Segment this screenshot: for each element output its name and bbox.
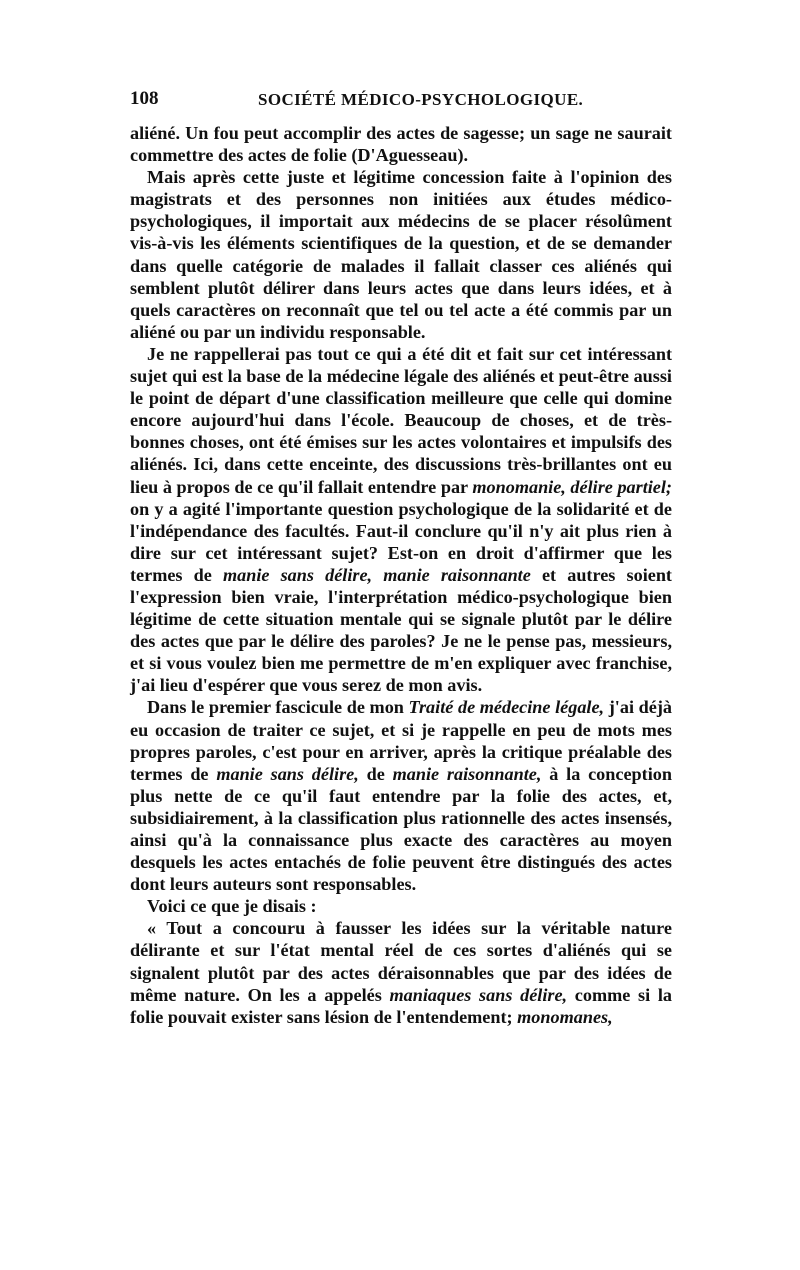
text-run: Mais après cette juste et légitime concession faite à l'opinion des magistrats et des personnes non initiées aux études médico-psychologiques, il importait aux médecins de se placer résolûment vis-à-vis les éléments scientifiques de la question, et de se demander dans quelle catégorie de malades il fallait classer ces aliénés qui semblent plutôt délirer dans leurs actes que dans leurs idées, et à quels caractères on reconnaît que tel ou tel acte a été commis par un aliéné ou par un individu responsable. [130, 167, 672, 342]
italic-term: monomanes, [517, 1006, 613, 1027]
italic-term: manie sans délire, [216, 763, 359, 784]
text-run: de [358, 763, 393, 784]
paragraph [130, 917, 672, 1027]
text-run: à la conception plus nette de ce qu'il faut entendre par la folie des actes, et, subsidiairement, à la classification plus rationnelle des actes insensés, ainsi qu'à la connaissance plus exacte des caractères au moyen desquels les actes entachés de folie peuvent être distingués des actes dont leurs auteurs sont responsables. [130, 763, 672, 895]
italic-title: Traité de médecine légale, [408, 697, 605, 718]
running-head: SOCIÉTÉ MÉDICO-PSYCHOLOGIQUE. [258, 90, 584, 109]
text-run: j'ai déjà eu occasion de traiter ce sujet, et si je rappelle en peu de mots mes propres paroles, c'est pour en arriver, après la critique préalable des termes de [130, 697, 672, 784]
text-run: Dans le premier fascicule de mon [147, 697, 409, 718]
text-run: comme si la folie pouvait exister sans lésion de l'entendement; [130, 984, 672, 1027]
paragraph [130, 166, 672, 343]
italic-term: manie raisonnante, [392, 763, 542, 784]
paragraph [130, 696, 672, 895]
text-run: « Tout a concouru à fausser les idées sur la véritable nature délirante et sur l'état mental réel de ces sortes d'aliénés qui se signalent plutôt par des actes déraisonnables que par des idées de même nature. On les a appelés [130, 918, 672, 1005]
italic-term: maniaques sans délire, [389, 984, 568, 1005]
body-text [130, 122, 672, 1028]
text-run: on y a agité l'importante question psychologique de la solidarité et de l'indépendance des facultés. Faut-il conclure qu'il n'y ait plus rien à dire sur cet intéressant sujet? Est-on en droit d'affirmer que les termes de [130, 498, 672, 585]
italic-term: manie sans délire, manie raisonnante [222, 564, 531, 585]
paragraph [130, 122, 672, 166]
text-run: Je ne rappellerai pas tout ce qui a été dit et fait sur cet intéressant sujet qui est la base de la médecine légale des aliénés et peut-être aussi le point de départ d'une classification meilleure que celle qui domine encore aujourd'hui dans l'école. Beaucoup de choses, et de très-bonnes choses, ont été émises sur les actes volontaires et impulsifs des aliénés. Ici, dans cette enceinte, des discussions très-brillantes ont eu lieu à propos de ce qu'il fallait entendre par [130, 343, 672, 497]
italic-term: monomanie, délire partiel; [472, 476, 672, 497]
text-run: Voici ce que je disais : [147, 896, 317, 917]
book-page [130, 88, 672, 1028]
page-header [130, 88, 672, 116]
text-run: aliéné. Un fou peut accomplir des actes de sagesse; un sage ne saurait commettre des actes de folie (D'Aguesseau). [130, 123, 672, 166]
paragraph [130, 343, 672, 697]
page-number: 108 [130, 88, 159, 109]
text-run: et autres soient l'expression bien vraie, l'interprétation médico-psychologique bien légitime de cette situation mentale qui se signale plutôt par le délire des actes que par le délire des paroles? Je ne le pense pas, messieurs, et si vous voulez bien me permettre de m'en expliquer avec franchise, j'ai lieu d'espérer que vous serez de mon avis. [130, 564, 672, 696]
paragraph [130, 895, 672, 917]
